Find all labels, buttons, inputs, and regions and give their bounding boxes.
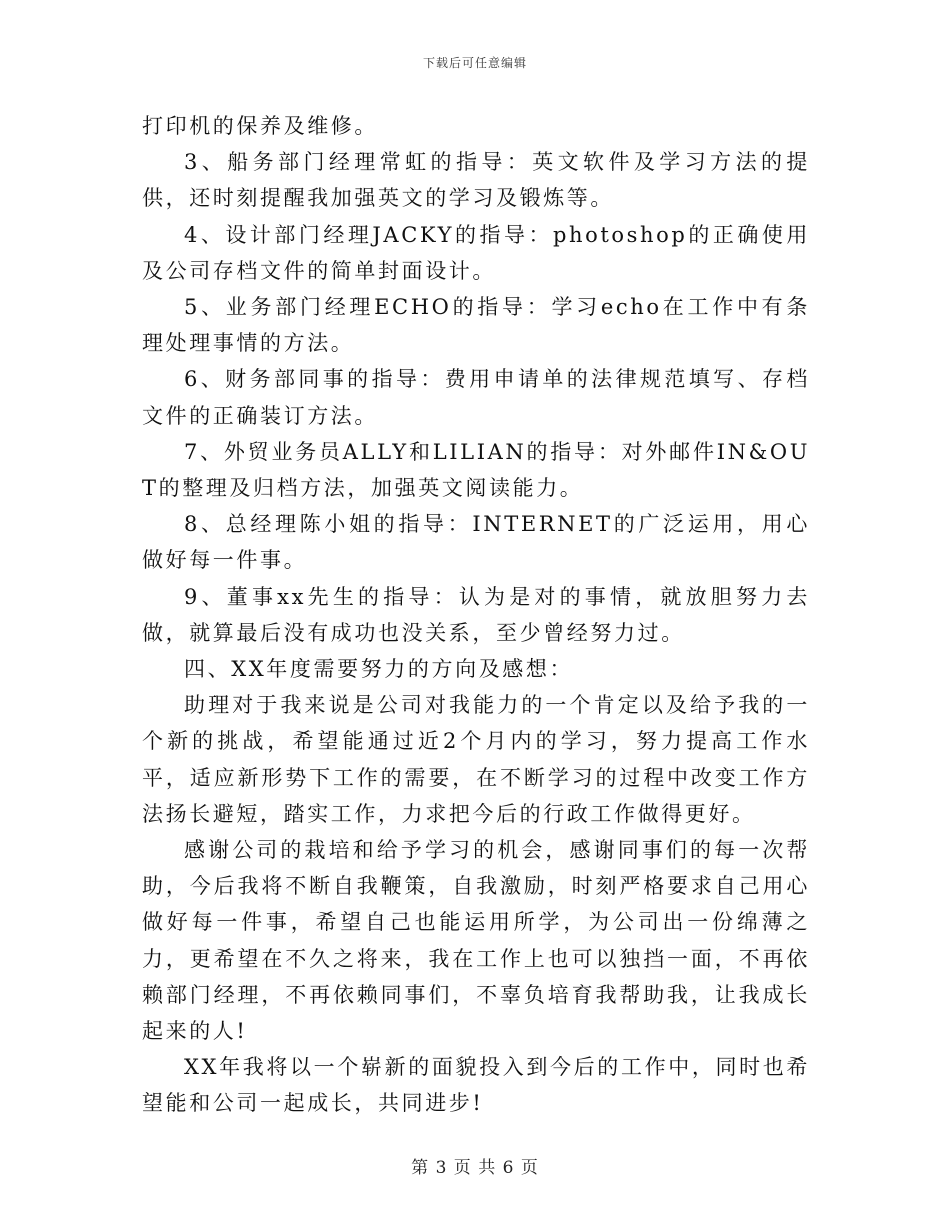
paragraph-item-6: 6、财务部同事的指导：费用申请单的法律规范填写、存档文件的正确装订方法。 [142, 367, 810, 428]
paragraph-item-7: 7、外贸业务员ALLY和LILIAN的指导：对外邮件IN&OUT的整理及归档方法，加强英文阅读能力。 [142, 439, 810, 501]
document-body [142, 108, 810, 1122]
paragraph-item-4: 4、设计部门经理JACKY的指导：photoshop的正确使用及公司存档文件的简单封面设计。 [142, 222, 810, 283]
header-note: 下载后可任意编辑 [422, 56, 527, 70]
paragraph-reflection: 助理对于我来说是公司对我能力的一个肯定以及给予我的一个新的挑战，希望能通过近2个月内的学习，努力提高工作水平，适应新形势下工作的需要，在不断学习的过程中改变工作方法扬长避短，踏实工作，力求把今后的行政工作做得更好。 [142, 693, 810, 826]
paragraph-continuation: 打印机的保养及维修。 [142, 114, 378, 138]
paragraph-item-5: 5、业务部门经理ECHO的指导：学习echo在工作中有条理处理事情的方法。 [142, 295, 810, 356]
paragraph-item-3: 3、船务部门经理常虹的指导：英文软件及学习方法的提供，还时刻提醒我加强英文的学习及锻炼等。 [142, 150, 810, 211]
section-heading: 四、XX年度需要努力的方向及感想： [184, 657, 574, 682]
paragraph-thanks: 感谢公司的栽培和给予学习的机会，感谢同事们的每一次帮助，今后我将不断自我鞭策，自我激励，时刻严格要求自己用心做好每一件事，希望自己也能运用所学，为公司出一份绵薄之力，更希望在不久之将来，我在工作上也可以独挡一面，不再依赖部门经理，不再依赖同事们，不辜负培育我帮助我，让我成长起来的人! [142, 838, 810, 1044]
page-number: 第 3 页 共 6 页 [411, 1158, 539, 1178]
paragraph-item-9: 9、董事xx先生的指导：认为是对的事情，就放胆努力去做，就算最后没有成功也没关系，至少曾经努力过。 [142, 584, 810, 645]
paragraph-item-8: 8、总经理陈小姐的指导：INTERNET的广泛运用，用心做好每一件事。 [142, 512, 810, 573]
paragraph-closing: XX年我将以一个崭新的面貌投入到今后的工作中，同时也希望能和公司一起成长，共同进步! [142, 1055, 810, 1116]
